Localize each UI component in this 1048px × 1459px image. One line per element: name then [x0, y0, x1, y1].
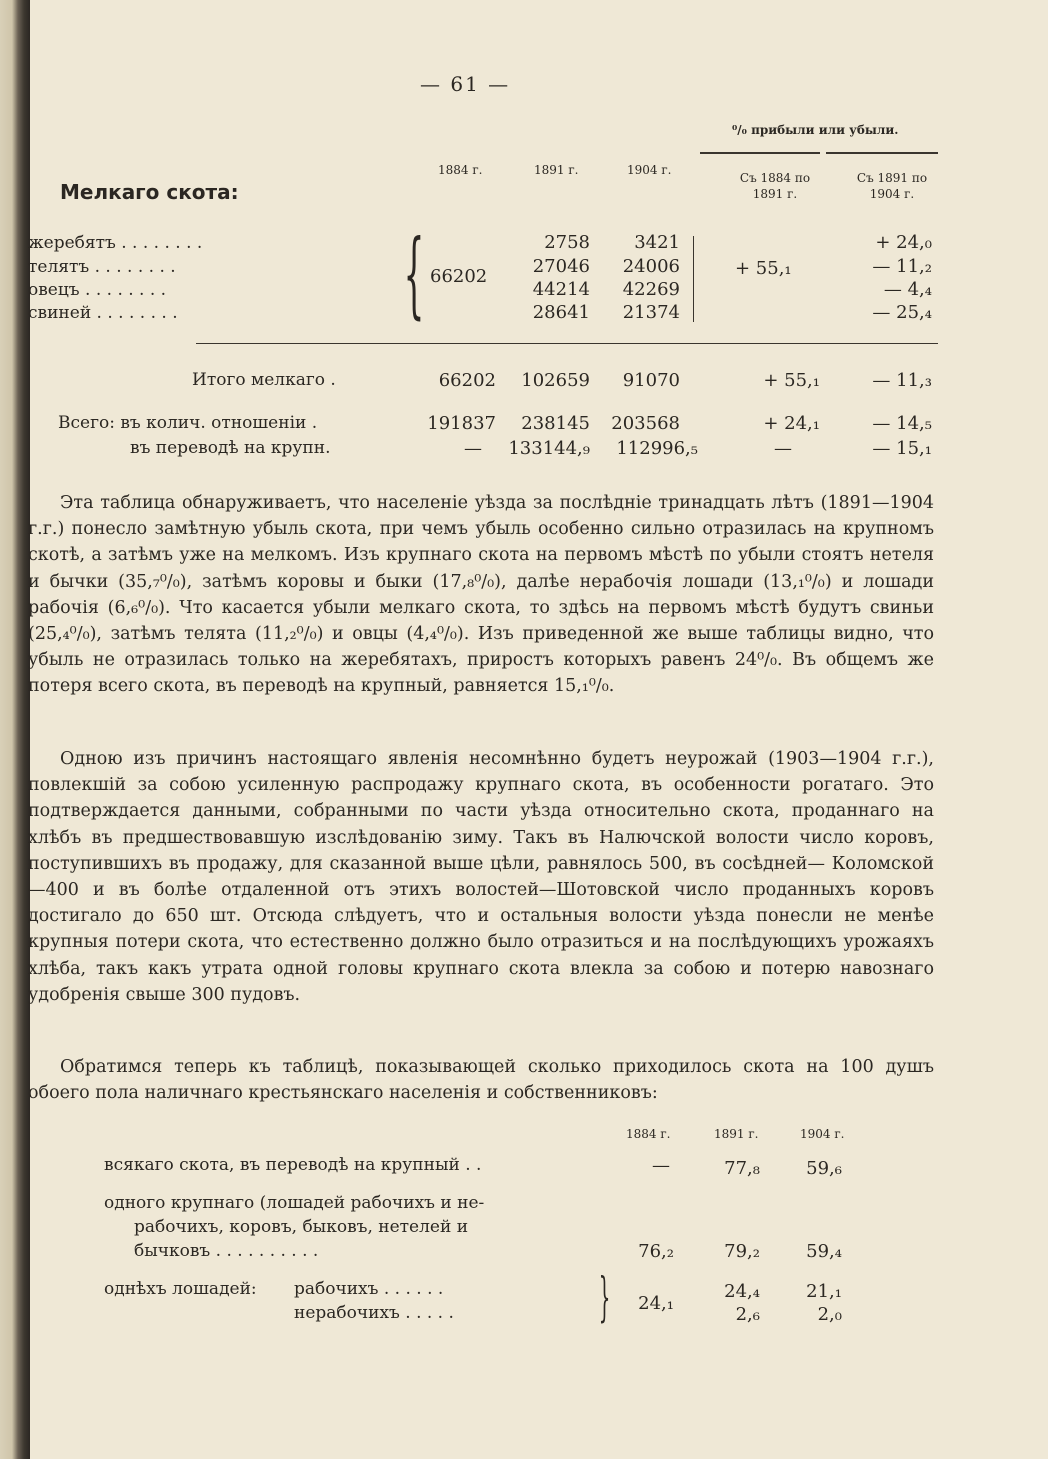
header-brace-right [826, 152, 938, 154]
paragraph-3: Обратимся теперь къ таблицѣ, показывающей сколько приходилось скота на 100 душъ обоего пола наличнаго крестьянскаго населенія и собственниковъ: [28, 1057, 934, 1104]
t2-row-horses-nonworking-label: нерабочихъ . . . . . [294, 1303, 454, 1323]
paragraph-1: Эта таблица обнаруживаетъ, что населеніе уѣзда за послѣдніе тринадцать лѣтъ (1891—1904 г.г.) понесло замѣтную убыль скота, при чемъ убыль особенно сильно отразилась на крупномъ скотѣ, а затѣмъ уже на мелкомъ. Изъ крупнаго скота на первомъ мѣстѣ по убыли стоятъ нетеля и бычки (35,₇⁰/₀), затѣмъ коровы и быки (17,₈⁰/₀), далѣе нерабочія лошади (13,₁⁰/₀) и лошади рабочія (6,₆⁰/₀). Что касается убыли мелкаго скота, то здѣсь на первомъ мѣстѣ будутъ свиньи (25,₄⁰/₀), затѣмъ телята (11,₂⁰/₀) и овцы (4,₄⁰/₀). Изъ приведенной же выше таблицы видно, что убыль не отразилась только на жеребятахъ, приростъ которыхъ равенъ 24⁰/₀. Въ общемъ же потеря всего скота, въ переводѣ на крупный, равняется 15,₁⁰/₀. [28, 493, 934, 697]
group-bar [693, 236, 694, 322]
t2-row-horses-1884: 24,₁ [638, 1293, 674, 1314]
sheep-1904: 42269 [622, 279, 680, 300]
t2-row-all-1884: — [652, 1155, 670, 1176]
total-small-1904: 91070 [622, 370, 680, 391]
t2-row-horses-working-1891: 24,₄ [724, 1281, 760, 1302]
t2-row-horses-label: однѣхъ лошадей: [104, 1279, 257, 1299]
col-header-1891: 1891 г. [534, 163, 579, 177]
all-qty-pct-1884-1891: + 24,₁ [763, 413, 820, 434]
all-conv-1904: 112996,₅ [616, 438, 698, 459]
group-value-1884: 66202 [430, 266, 488, 287]
all-qty-1891: 238145 [521, 413, 590, 434]
all-conv-pct-1884-1891: — [774, 438, 792, 459]
t2-row-large-1884: 76,₂ [638, 1241, 674, 1262]
t2-col-header-1884: 1884 г. [626, 1127, 671, 1141]
row-label-sheep: овецъ . . . . . . . . [28, 280, 167, 300]
col-header-1891-1904: Съ 1891 по 1904 г. [856, 171, 928, 201]
all-conv-pct-1891-1904: — 15,₁ [872, 438, 932, 459]
t2-row-large-1904: 59,₄ [806, 1241, 842, 1262]
total-small-pct-1891-1904: — 11,₃ [872, 370, 932, 391]
percent-change-heading: ⁰/₀ прибыли или убыли. [732, 123, 899, 137]
all-qty-1884: 191837 [427, 413, 496, 434]
total-small-label: Итого мелкаго . [192, 370, 336, 390]
paragraph-2: Одною изъ причинъ настоящаго явленія несомнѣнно будетъ неурожай (1903—1904 г.г.), повлекшій за собою усиленную распродажу крупнаго скота, въ особенности рогатаго. Это подтверждается данными, собранными по части уѣзда относительно скота, проданнаго на хлѣбъ въ предшествовавшую изслѣдованію зиму. Такъ въ Налючской волости число коровъ, поступившихъ въ продажу, для сказанной выше цѣли, равнялось 500, въ сосѣдней— Коломской—400 и въ болѣе отдаленной отъ этихъ волостей—Шотовской число проданныхъ коровъ достигало до 650 шт. Отсюда слѣдуетъ, что и остальныя волости уѣзда понесли не менѣе крупныя потери скота, что естественно должно было отразиться и на послѣдующихъ урожаяхъ хлѣба, такъ какъ утрата одной головы крупнаго скота влекла за собою и потерю навознаго удобренія свыше 300 пудовъ. [28, 749, 934, 1005]
row-label-pigs: свиней . . . . . . . . [28, 303, 178, 323]
pigs-pct-1891-1904: — 25,₄ [872, 302, 932, 323]
t2-row-all-1891: 77,₈ [724, 1158, 760, 1179]
t2-row-large-line2: рабочихъ, коровъ, быковъ, нетелей и [134, 1217, 469, 1237]
foals-pct-1891-1904: + 24,₀ [875, 232, 932, 253]
row-label-calves: телятъ . . . . . . . . [28, 257, 176, 277]
total-small-1884: 66202 [438, 370, 496, 391]
sheep-1891: 44214 [532, 279, 590, 300]
all-qty-1904: 203568 [611, 413, 680, 434]
t2-row-large-line1: одного крупнаго (лошадей рабочихъ и не- [104, 1193, 485, 1213]
total-small-1891: 102659 [521, 370, 590, 391]
all-conv-label: въ переводѣ на крупн. [130, 438, 331, 458]
t2-col-header-1904: 1904 г. [800, 1127, 845, 1141]
calves-1904: 24006 [622, 256, 680, 277]
foals-1891: 2758 [544, 232, 590, 253]
t2-col-header-1891: 1891 г. [714, 1127, 759, 1141]
t2-row-horses-working-label: рабочихъ . . . . . . [294, 1279, 444, 1299]
section-title-small-livestock: Мелкаго скота: [60, 180, 239, 204]
page-number: — 61 — [420, 72, 511, 96]
t2-row-all-1904: 59,₆ [806, 1158, 842, 1179]
t2-row-large-line3: бычковъ . . . . . . . . . . [134, 1241, 319, 1261]
t2-row-all-label: всякаго скота, въ переводѣ на крупный . . [104, 1155, 482, 1175]
group-brace: { [403, 220, 425, 329]
pigs-1904: 21374 [622, 302, 680, 323]
sheep-pct-1891-1904: — 4,₄ [883, 279, 932, 300]
calves-1891: 27046 [532, 256, 590, 277]
calves-pct-1891-1904: — 11,₂ [872, 256, 932, 277]
t2-row-horses-working-1904: 21,₁ [806, 1281, 842, 1302]
t2-horses-brace: } [598, 1268, 611, 1328]
foals-1904: 3421 [634, 232, 680, 253]
table-divider [196, 343, 938, 344]
t2-row-horses-nonworking-1891: 2,₆ [735, 1304, 760, 1325]
total-small-pct-1884-1891: + 55,₁ [763, 370, 820, 391]
t2-row-horses-nonworking-1904: 2,₀ [817, 1304, 842, 1325]
col-header-1904: 1904 г. [627, 163, 672, 177]
all-qty-label: Всего: въ колич. отношеніи . [58, 413, 318, 433]
col-header-1884: 1884 г. [438, 163, 483, 177]
col-header-1884-1891: Съ 1884 по 1891 г. [739, 171, 811, 201]
t2-row-large-1891: 79,₂ [724, 1241, 760, 1262]
row-label-foals: жеребятъ . . . . . . . . [28, 233, 203, 253]
header-brace-left [700, 152, 820, 154]
group-pct-1884-1891: + 55,₁ [735, 258, 792, 279]
book-spine-shadow [0, 0, 30, 1459]
pigs-1891: 28641 [532, 302, 590, 323]
all-conv-1884: — [464, 438, 482, 459]
all-conv-1891: 133144,₉ [508, 438, 590, 459]
all-qty-pct-1891-1904: — 14,₅ [872, 413, 932, 434]
